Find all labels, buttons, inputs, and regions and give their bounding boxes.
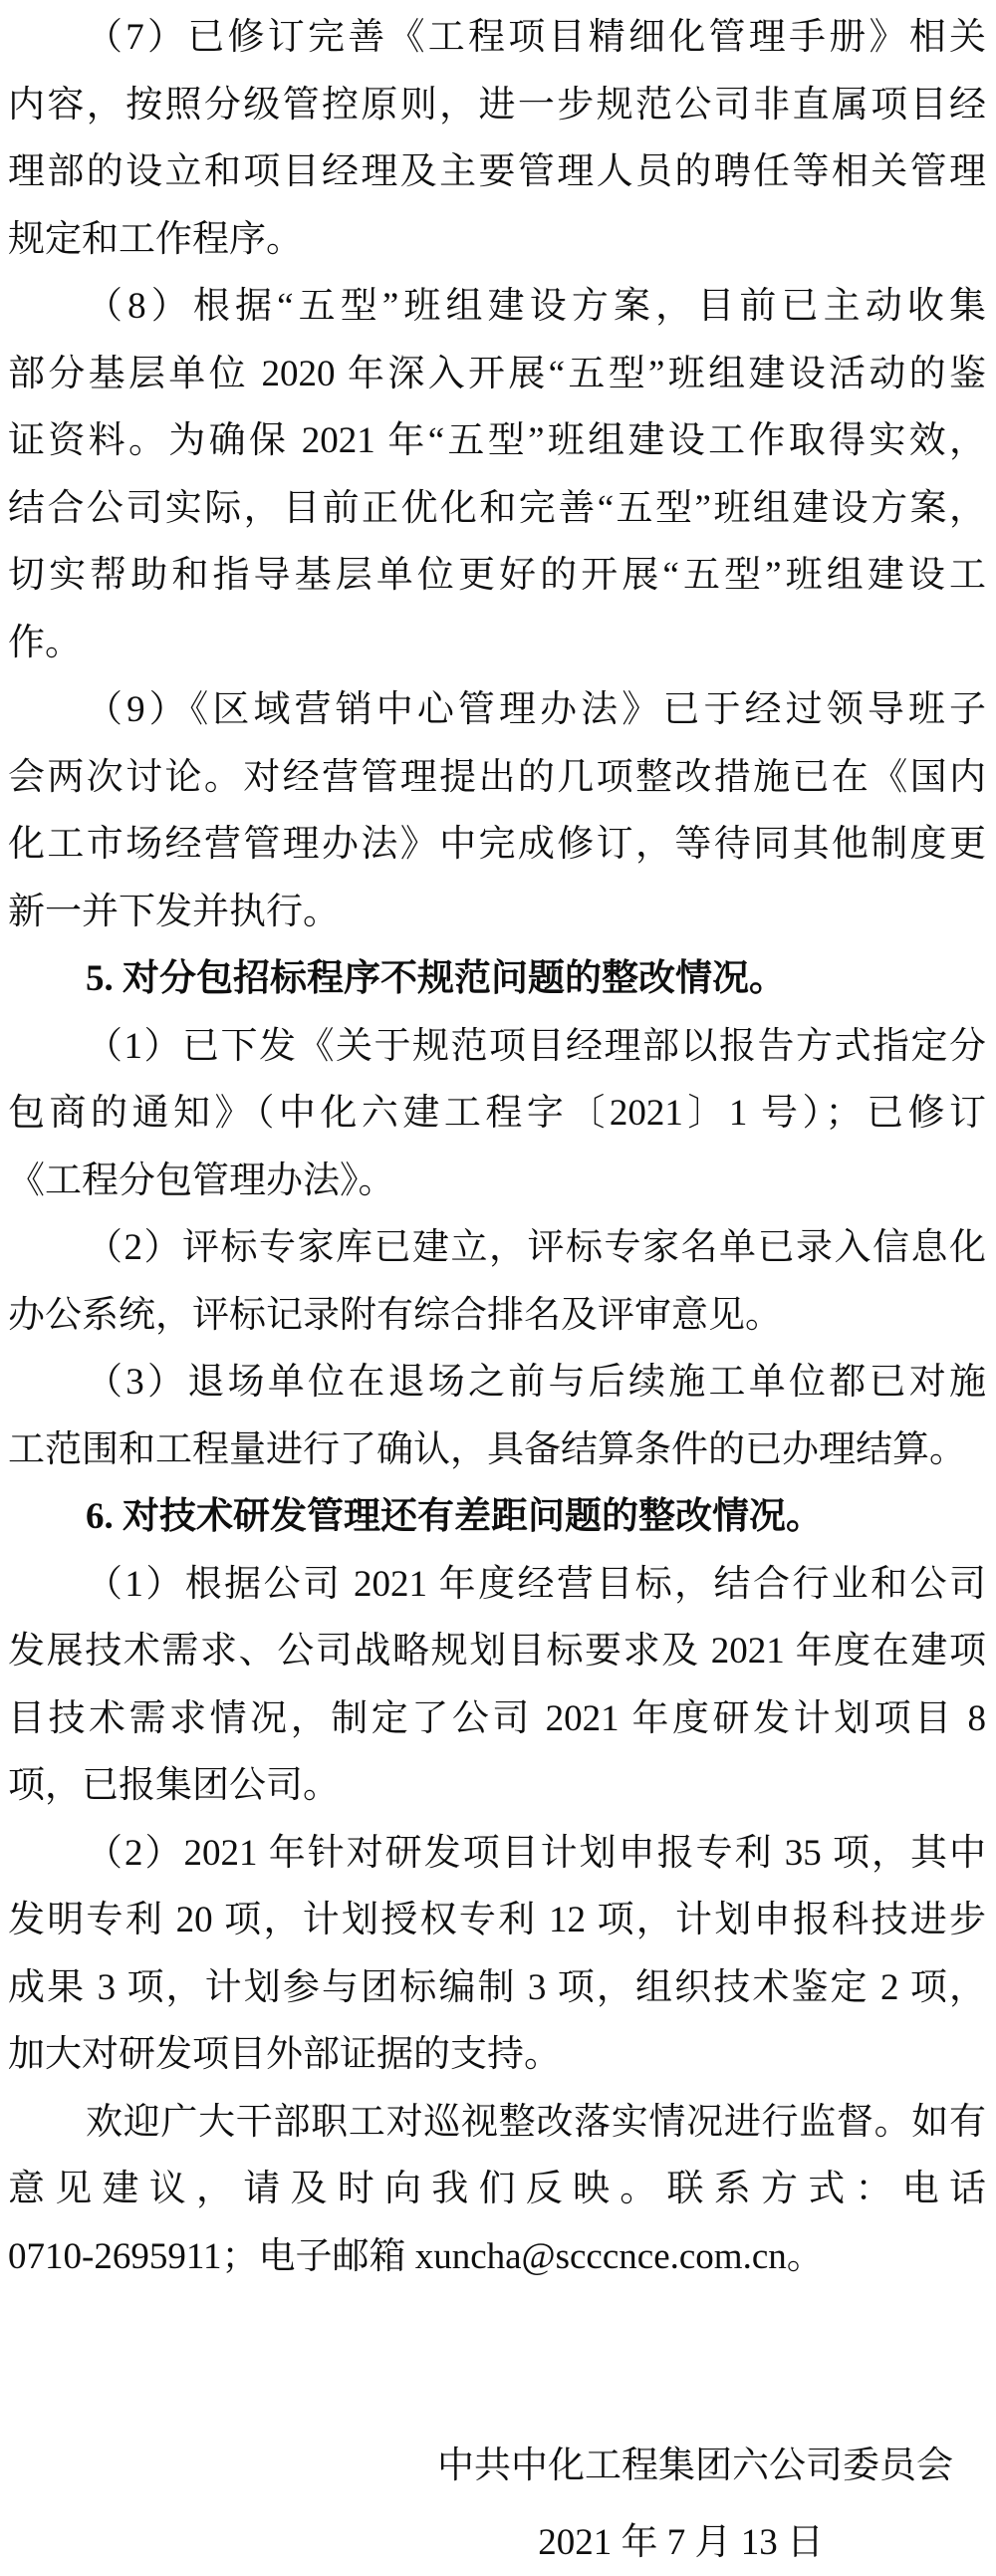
text-line: 结合公司实际，目前正优化和完善“五型”班组建设方案， bbox=[8, 475, 986, 543]
text-line: （2）2021 年针对研发项目计划申报专利 35 项，其中 bbox=[8, 1820, 986, 1888]
text-line: 《工程分包管理办法》。 bbox=[8, 1148, 986, 1215]
signature-date: 2021 年 7 月 13 日 bbox=[8, 2509, 986, 2576]
text-line: 意见建议，请及时向我们反映。联系方式：电话 bbox=[8, 2156, 986, 2223]
signature-block bbox=[8, 2433, 986, 2576]
text-line: 0710-2695911；电子邮箱 xuncha@scccnce.com.cn。 bbox=[8, 2223, 986, 2291]
text-line: 作。 bbox=[8, 610, 986, 677]
text-line: 化工市场经营管理办法》中完成修订，等待同其他制度更 bbox=[8, 811, 986, 879]
text-line: 目技术需求情况，制定了公司 2021 年度研发计划项目 8 bbox=[8, 1685, 986, 1753]
text-line: （1）根据公司 2021 年度经营目标，结合行业和公司 bbox=[8, 1551, 986, 1619]
text-line: 办公系统，评标记录附有综合排名及评审意见。 bbox=[8, 1282, 986, 1350]
text-line: 内容，按照分级管控原则，进一步规范公司非直属项目经 bbox=[8, 72, 986, 139]
text-line: 欢迎广大干部职工对巡视整改落实情况进行监督。如有 bbox=[8, 2089, 986, 2157]
text-line: 新一并下发并执行。 bbox=[8, 879, 986, 946]
text-line: （3）退场单位在退场之前与后续施工单位都已对施 bbox=[8, 1349, 986, 1417]
text-line: 部分基层单位 2020 年深入开展“五型”班组建设活动的鉴 bbox=[8, 341, 986, 408]
text-line: （8）根据“五型”班组建设方案，目前已主动收集 bbox=[8, 273, 986, 341]
text-line: （2）评标专家库已建立，评标专家名单已录入信息化 bbox=[8, 1214, 986, 1282]
signature-committee: 中共中化工程集团六公司委员会 bbox=[8, 2433, 986, 2500]
text-line: （7）已修订完善《工程项目精细化管理手册》相关 bbox=[8, 4, 986, 72]
text-line: 理部的设立和项目经理及主要管理人员的聘任等相关管理 bbox=[8, 138, 986, 206]
text-line: 工范围和工程量进行了确认，具备结算条件的已办理结算。 bbox=[8, 1417, 986, 1484]
text-line: 发明专利 20 项，计划授权专利 12 项，计划申报科技进步 bbox=[8, 1887, 986, 1954]
text-line: 切实帮助和指导基层单位更好的开展“五型”班组建设工 bbox=[8, 542, 986, 610]
text-line: 会两次讨论。对经营管理提出的几项整改措施已在《国内 bbox=[8, 744, 986, 812]
text-line: 加大对研发项目外部证据的支持。 bbox=[8, 2021, 986, 2089]
text-line: 发展技术需求、公司战略规划目标要求及 2021 年度在建项 bbox=[8, 1618, 986, 1685]
text-line: 成果 3 项，计划参与团标编制 3 项，组织技术鉴定 2 项， bbox=[8, 1954, 986, 2022]
text-line: 项，已报集团公司。 bbox=[8, 1752, 986, 1820]
section-heading-line: 5. 对分包招标程序不规范问题的整改情况。 bbox=[8, 945, 986, 1013]
text-line: 包商的通知》（中化六建工程字〔2021〕1 号）；已修订 bbox=[8, 1080, 986, 1148]
text-line: （9）《区域营销中心管理办法》已于经过领导班子 bbox=[8, 676, 986, 744]
section-heading-line: 6. 对技术研发管理还有差距问题的整改情况。 bbox=[8, 1483, 986, 1551]
text-line: （1）已下发《关于规范项目经理部以报告方式指定分 bbox=[8, 1013, 986, 1081]
text-line: 规定和工作程序。 bbox=[8, 206, 986, 274]
text-line: 证资料。为确保 2021 年“五型”班组建设工作取得实效， bbox=[8, 407, 986, 475]
document-body bbox=[8, 4, 986, 2290]
